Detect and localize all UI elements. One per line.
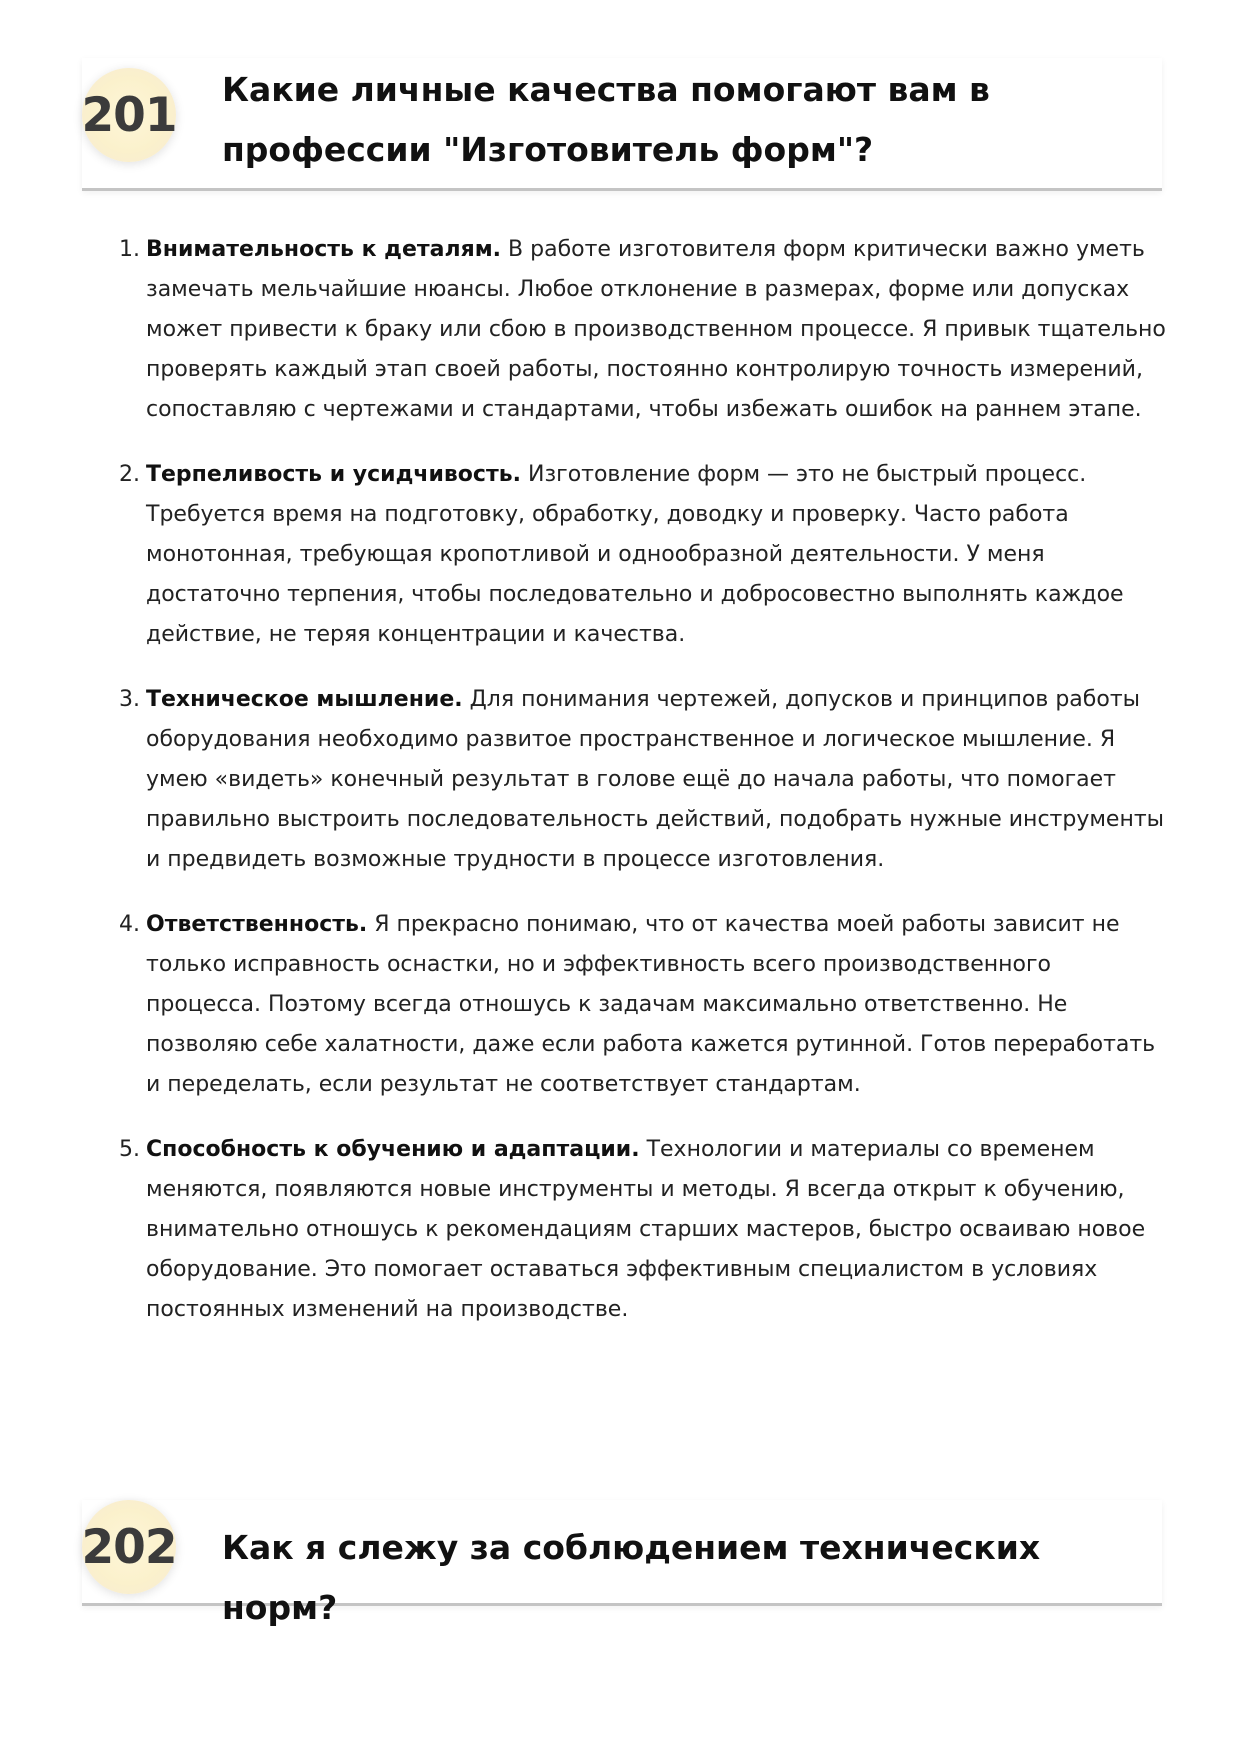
list-marker: 3.: [119, 687, 140, 712]
item-heading: Способность к обучению и адаптации.: [146, 1137, 640, 1162]
list-marker: 5.: [119, 1137, 140, 1162]
answer-item: [119, 680, 1166, 880]
item-text: Технологии и материалы со временем меняются, появляются новые инструменты и методы. Я всегда открыт к обучению, внимательно отношусь к рекомендациям старших мастеров, быстро осваиваю новое оборудование. Это помогает оставаться эффективным специалистом в условиях постоянных изменений на производстве.: [146, 1137, 1146, 1322]
question-number-badge: 202: [82, 1500, 176, 1594]
item-heading: Техническое мышление.: [146, 687, 463, 712]
list-marker: 4.: [119, 912, 140, 937]
answer-item: [119, 455, 1166, 655]
answer-item: [119, 1130, 1166, 1330]
answer-item: [119, 230, 1166, 430]
item-text: Изготовление форм — это не быстрый процесс. Требуется время на подготовку, обработку, доводку и проверку. Часто работа монотонная, требующая кропотливой и однообразной деятельности. У меня достаточно терпения, чтобы последовательно и добросовестно выполнять каждое действие, не теряя концентрации и качества.: [146, 462, 1124, 647]
question-header-201: [82, 58, 1162, 191]
list-marker: 2.: [119, 462, 140, 487]
item-heading: Терпеливость и усидчивость.: [146, 462, 521, 487]
item-heading: Ответственность.: [146, 912, 368, 937]
answer-item: [119, 905, 1166, 1105]
item-text: Я прекрасно понимаю, что от качества моей работы зависит не только исправность оснастки, но и эффективность всего производственного процесса. Поэтому всегда отношусь к задачам максимально ответственно. Не позволяю себе халатности, даже если работа кажется рутинной. Готов переработать и переделать, если результат не соответствует стандартам.: [146, 912, 1156, 1097]
item-text: В работе изготовителя форм критически важно уметь замечать мельчайшие нюансы. Любое отклонение в размерах, форме или допусках может привести к браку или сбою в производственном процессе. Я привык тщательно проверять каждый этап своей работы, постоянно контролирую точность измерений, сопоставляю с чертежами и стандартами, чтобы избежать ошибок на раннем этапе.: [146, 237, 1166, 422]
list-marker: 1.: [119, 237, 140, 262]
item-text: Для понимания чертежей, допусков и принципов работы оборудования необходимо развитое пространственное и логическое мышление. Я умею «видеть» конечный результат в голове ещё до начала работы, что помогает правильно выстроить последовательность действий, подобрать нужные инструменты и предвидеть возможные трудности в процессе изготовления.: [146, 687, 1165, 872]
answer-list: [119, 230, 1166, 1355]
question-title: Какие личные качества помогают вам в профессии "Изготовитель форм"?: [222, 70, 990, 169]
question-header-202: [81, 1500, 1162, 1627]
item-heading: Внимательность к деталям.: [146, 237, 502, 262]
question-title: Как я слежу за соблюдением технических норм?: [222, 1528, 1041, 1627]
question-number-badge: 201: [82, 68, 176, 162]
